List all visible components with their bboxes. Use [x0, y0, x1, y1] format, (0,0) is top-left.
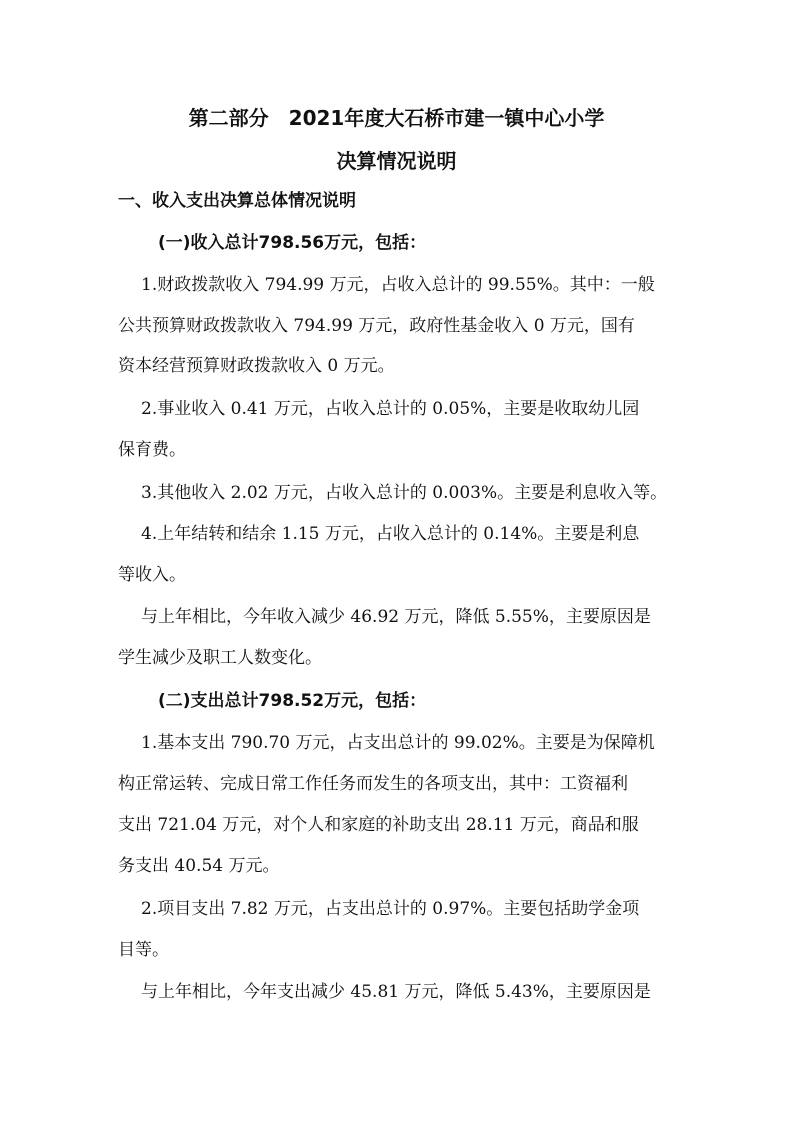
section-heading-overview: 一、收入支出决算总体情况说明: [118, 191, 356, 211]
paragraph-line: 2.事业收入 0.41 万元，占收入总计的 0.05%，主要是收取幼儿园: [141, 399, 640, 419]
document-title-line-2: 决算情况说明: [336, 149, 457, 173]
income-total-heading: (一)收入总计798.56万元，包括：: [158, 233, 427, 253]
paragraph-line: 构正常运转、完成日常工作任务而发生的各项支出，其中：工资福利: [118, 774, 628, 794]
paragraph-line: 1.基本支出 790.70 万元，占支出总计的 99.02%。主要是为保障机: [141, 733, 655, 753]
document-title-line-1: 第二部分 2021年度大石桥市建一镇中心小学: [188, 106, 605, 130]
paragraph-line: 支出 721.04 万元，对个人和家庭的补助支出 28.11 万元，商品和服: [118, 815, 639, 835]
paragraph-line: 资本经营预算财政拨款收入 0 万元。: [118, 356, 395, 376]
paragraph-line: 学生减少及职工人数变化。: [118, 648, 322, 668]
paragraph-line: 公共预算财政拨款收入 794.99 万元，政府性基金收入 0 万元，国有: [118, 316, 635, 336]
paragraph-line: 与上年相比，今年收入减少 46.92 万元，降低 5.55%，主要原因是: [141, 607, 651, 627]
paragraph-line: 与上年相比，今年支出减少 45.81 万元，降低 5.43%，主要原因是: [141, 982, 651, 1002]
paragraph-line: 1.财政拨款收入 794.99 万元，占收入总计的 99.55%。其中：一般: [141, 275, 655, 295]
paragraph-line: 目等。: [118, 940, 169, 960]
paragraph-line: 保育费。: [118, 440, 186, 460]
paragraph-line: 等收入。: [118, 565, 186, 585]
paragraph-line: 务支出 40.54 万元。: [118, 856, 280, 876]
paragraph-line: 4.上年结转和结余 1.15 万元，占收入总计的 0.14%。主要是利息: [141, 524, 640, 544]
paragraph-line: 2.项目支出 7.82 万元，占支出总计的 0.97%。主要包括助学金项: [141, 899, 640, 919]
paragraph-line: 3.其他收入 2.02 万元，占收入总计的 0.003%。主要是利息收入等。: [141, 483, 668, 503]
expense-total-heading: (二)支出总计798.52万元，包括：: [158, 691, 427, 711]
